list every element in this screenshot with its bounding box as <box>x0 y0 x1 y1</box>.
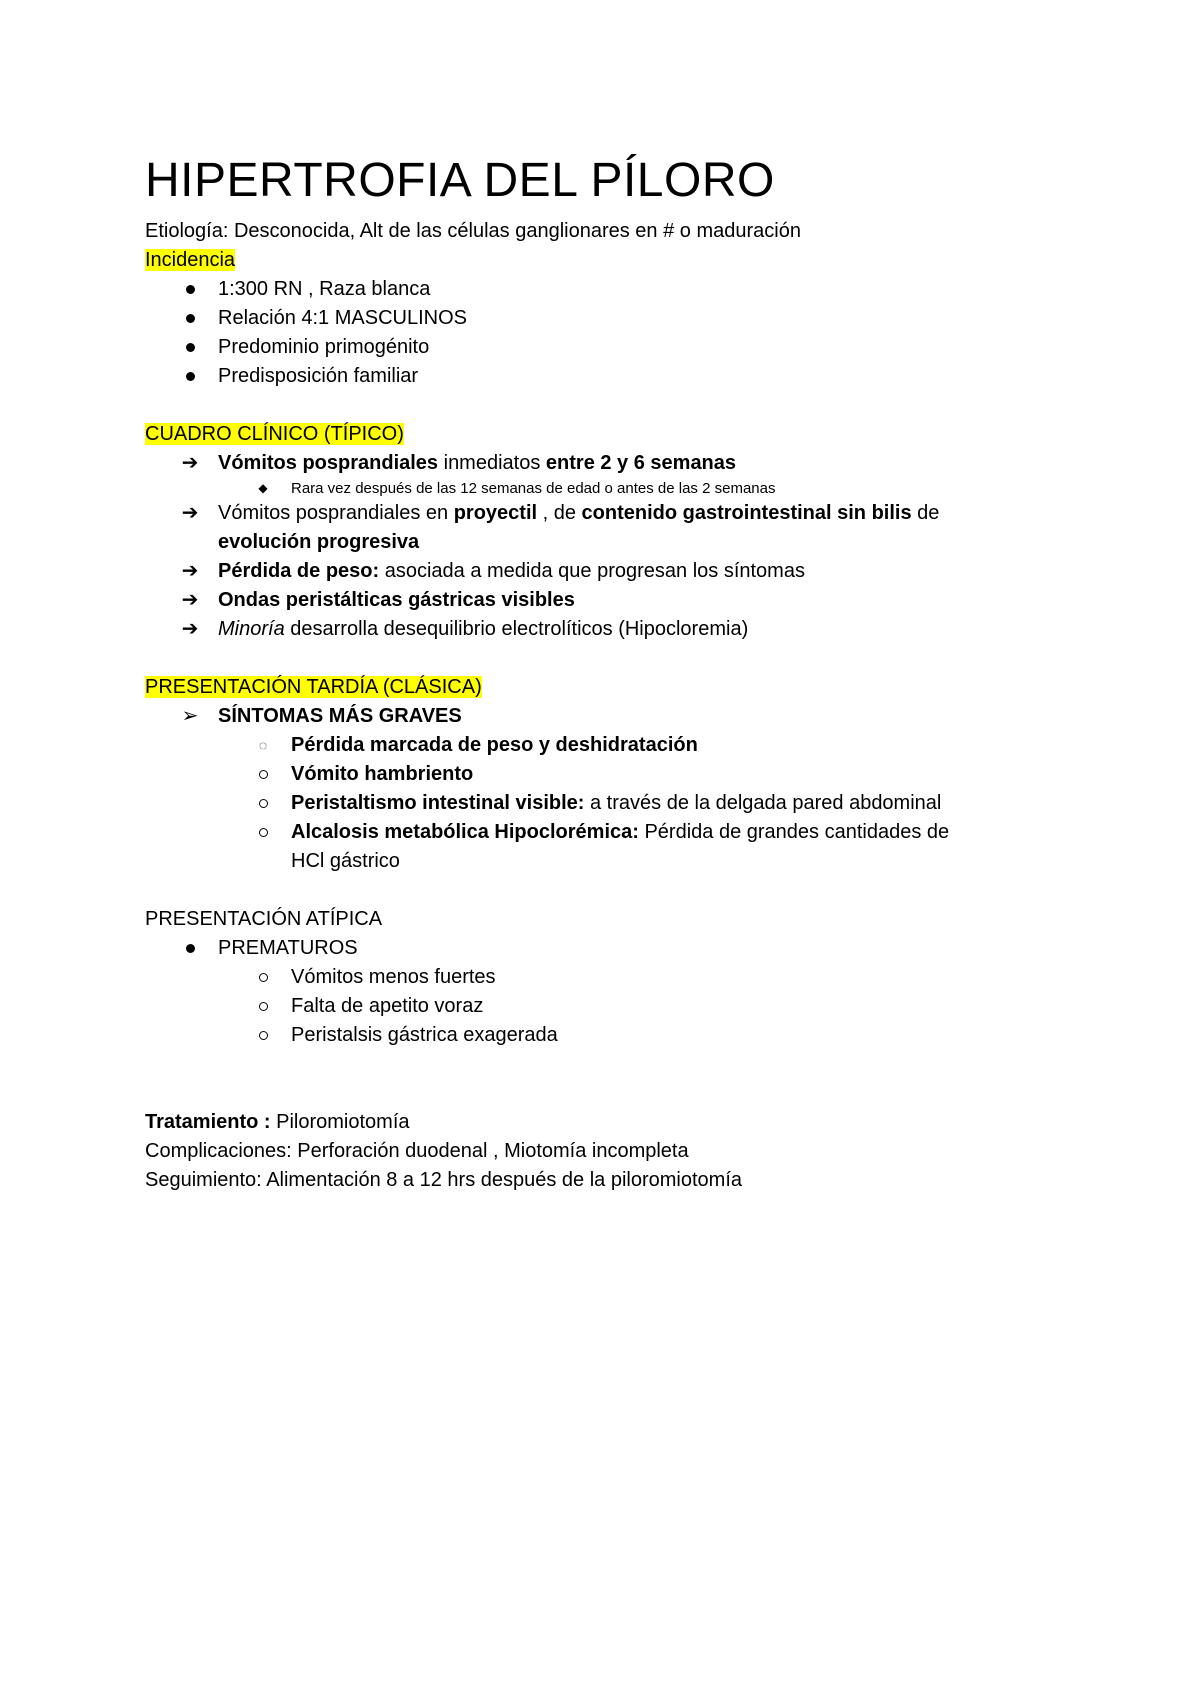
circle-bullet-icon <box>253 789 273 818</box>
circle-bullet-icon <box>253 1021 273 1050</box>
list-item: ➔ Ondas peristálticas gástricas visibles <box>145 586 1065 615</box>
list-item: Peristalsis gástrica exagerada <box>145 1021 1065 1050</box>
list-item: Vómito hambriento <box>145 760 1065 789</box>
list-item: ➔ Minoría desarrolla desequilibrio electrolíticos (Hipocloremia) <box>145 615 1065 644</box>
complicaciones-line: Complicaciones: Perforación duodenal , Miotomía incompleta <box>145 1140 689 1162</box>
circle-bullet-icon <box>253 760 273 789</box>
circle-bullet-icon <box>253 818 273 847</box>
list-item: 1:300 RN , Raza blanca <box>145 275 1065 304</box>
cuadro-clinico-heading: CUADRO CLÍNICO (TÍPICO) <box>145 423 404 445</box>
bullet-dot-icon <box>180 934 200 963</box>
list-item: ➢ SÍNTOMAS MÁS GRAVES <box>145 702 1065 731</box>
list-item: Predisposición familiar <box>145 362 1065 391</box>
arrow-right-icon: ➔ <box>181 502 199 524</box>
list-item-continuation: evolución progresiva <box>218 531 420 553</box>
presentacion-tardia-heading: PRESENTACIÓN TARDÍA (CLÁSICA) <box>145 676 482 698</box>
list-item: Vómitos menos fuertes <box>145 963 1065 992</box>
bullet-dot-icon <box>180 333 200 362</box>
bullet-dot-icon <box>180 362 200 391</box>
arrow-right-icon: ➔ <box>181 618 199 640</box>
seguimiento-line: Seguimiento: Alimentación 8 a 12 hrs después de la piloromiotomía <box>145 1169 743 1191</box>
list-item-continuation: HCl gástrico <box>291 850 400 872</box>
list-item: PREMATUROS <box>145 934 1065 963</box>
incidencia-heading: Incidencia <box>145 249 236 271</box>
document-title: HIPERTROFIA DEL PÍLORO <box>145 154 775 207</box>
list-item: Alcalosis metabólica Hipoclorémica: Pérdida de grandes cantidades de <box>145 818 1065 847</box>
list-item: Relación 4:1 MASCULINOS <box>145 304 1065 333</box>
circle-bullet-icon <box>253 963 273 992</box>
arrow-right-icon: ➔ <box>181 452 199 474</box>
presentacion-atipica-heading: PRESENTACIÓN ATÍPICA <box>145 908 383 930</box>
circle-bullet-icon <box>253 992 273 1021</box>
arrow-right-icon: ➔ <box>181 589 199 611</box>
list-item: ➔ Vómitos posprandiales en proyectil , de contenido gastrointestinal sin bilis de <box>145 499 1065 528</box>
list-item: ➔ Vómitos posprandiales inmediatos entre 2 y 6 semanas <box>145 449 1065 478</box>
tratamiento-line: Tratamiento : Piloromiotomía <box>145 1111 410 1133</box>
document-body <box>145 145 1065 1195</box>
dotted-circle-icon: ◌ <box>258 737 268 753</box>
list-item: Predominio primogénito <box>145 333 1065 362</box>
bullet-dot-icon <box>180 275 200 304</box>
arrow-right-icon: ➔ <box>181 560 199 582</box>
diamond-bullet-icon: ◆ <box>258 481 268 495</box>
etiologia-line: Etiología: Desconocida, Alt de las células ganglionares en # o maduración <box>145 220 801 242</box>
list-item: Falta de apetito voraz <box>145 992 1065 1021</box>
arrowhead-icon: ➢ <box>181 705 199 727</box>
list-item: Peristaltismo intestinal visible: a través de la delgada pared abdominal <box>145 789 1065 818</box>
list-item: ◌ Pérdida marcada de peso y deshidratación <box>145 731 1065 760</box>
list-item: ➔ Pérdida de peso: asociada a medida que progresan los síntomas <box>145 557 1065 586</box>
list-item: ◆ Rara vez después de las 12 semanas de edad o antes de las 2 semanas <box>145 478 1065 499</box>
bullet-dot-icon <box>180 304 200 333</box>
